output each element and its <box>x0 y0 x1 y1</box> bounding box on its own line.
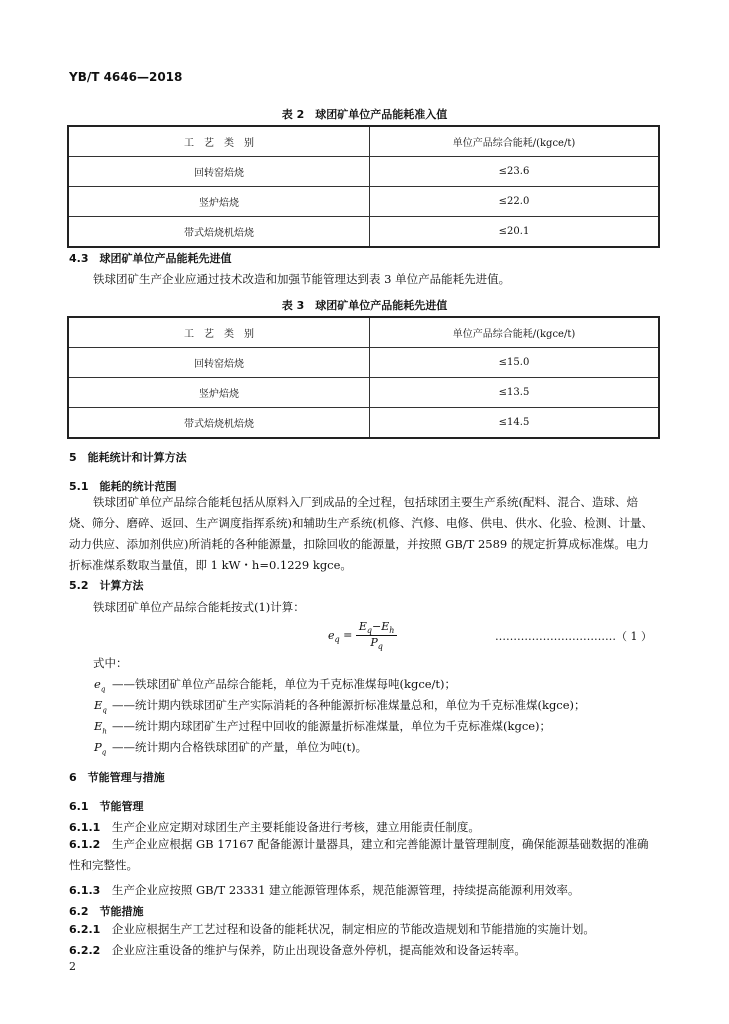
table-cell-value: ≤23.6 <box>370 157 660 187</box>
formula-equals: = <box>343 628 353 642</box>
section-5-1-heading: 5.1 能耗的统计范围 <box>69 480 177 493</box>
formula-number: ……………………………（ 1 ） <box>495 630 652 643</box>
clause-6-1-2: 6.1.2 生产企业应根据 GB 17167 配备能源计量器具，建立和完善能源计量管理制度，确保能源基础数据的准确性和完整性。 <box>69 837 649 872</box>
table3-caption: 表 3 球团矿单位产品能耗先进值 <box>281 299 448 312</box>
formula-where-label: 式中： <box>93 656 128 670</box>
section-6-heading: 6 节能管理与措施 <box>69 771 165 784</box>
table-cell-value: ≤15.0 <box>370 348 660 378</box>
table-cell-process: 回转窑焙烧 <box>68 157 370 187</box>
section-4-3-heading: 4.3 球团矿单位产品能耗先进值 <box>69 252 232 265</box>
clause-6-2-1: 6.2.1 企业应根据生产工艺过程和设备的能耗状况，制定相应的节能改造规划和节能措施的实施计划。 <box>69 922 595 936</box>
table3 <box>67 316 660 439</box>
formula-definition: $E_h$ ——统计期内球团矿生产过程中回收的能源量折标准煤量，单位为千克标准煤(kgce)； <box>94 719 552 736</box>
table-header-process: 工 艺 类 别 <box>68 317 370 348</box>
table-cell-process: 竖炉焙烧 <box>68 378 370 408</box>
section-5-2-heading: 5.2 计算方法 <box>69 579 144 592</box>
table-cell-process: 竖炉焙烧 <box>68 187 370 217</box>
table-cell-value: ≤20.1 <box>370 217 660 248</box>
clause-6-1-3: 6.1.3 生产企业应按照 GB/T 23331 建立能源管理体系，规范能源管理，持续提高能源利用效率。 <box>69 883 580 897</box>
formula-fraction <box>356 620 398 651</box>
section-5-2-text: 铁球团矿单位产品综合能耗按式(1)计算： <box>93 600 305 614</box>
table2 <box>67 125 660 248</box>
table-cell-value: ≤22.0 <box>370 187 660 217</box>
table-header-row <box>68 317 659 348</box>
table-row <box>68 157 659 187</box>
formula-definition: $P_q$ ——统计期内合格铁球团矿的产量，单位为吨(t)。 <box>94 740 368 757</box>
section-5-heading: 5 能耗统计和计算方法 <box>69 451 187 464</box>
table-header-row <box>68 126 659 157</box>
formula-lhs: $e_q$ <box>328 628 340 644</box>
table-header-energy: 单位产品综合能耗/(kgce/t) <box>370 317 660 348</box>
formula-definition: $E_q$ ——统计期内铁球团矿生产实际消耗的各种能源折标准煤量总和，单位为千克标准煤(kgce)； <box>94 698 586 715</box>
section-6-1-heading: 6.1 节能管理 <box>69 800 144 813</box>
clause-6-2-2: 6.2.2 企业应注重设备的维护与保养，防止出现设备意外停机，提高能效和设备运转率。 <box>69 943 526 957</box>
formula-definition: $e_q$ ——铁球团矿单位产品综合能耗，单位为千克标准煤每吨(kgce/t)； <box>94 677 457 694</box>
table-row <box>68 408 659 439</box>
page-number: 2 <box>69 960 76 973</box>
table-row <box>68 348 659 378</box>
table-row <box>68 187 659 217</box>
table-row <box>68 378 659 408</box>
table-cell-value: ≤14.5 <box>370 408 660 439</box>
table-cell-value: ≤13.5 <box>370 378 660 408</box>
formula <box>328 620 397 651</box>
formula-denominator: $P_q$ <box>370 636 383 652</box>
section-5-1-text: 铁球团矿单位产品综合能耗包括从原料入厂到成品的全过程，包括球团主要生产系统(配料、混合、造球、焙烧、筛分、磨碎、返回、生产调度指挥系统)和辅助生产系统(机修、汽修、电修、供电、供水、化验、检测、计量、动力供应、添加剂供应)所消耗的各种能源量，扣除回收的能源量，并按照 GB/T 2589 的规定折算成标准煤。电力折标准煤系数取当量值，即 1 kW・h=0.1229 kgce。 <box>69 495 653 572</box>
table-row <box>68 217 659 248</box>
table-header-energy: 单位产品综合能耗/(kgce/t) <box>370 126 660 157</box>
table-cell-process: 回转窑焙烧 <box>68 348 370 378</box>
formula-numerator: $E_q-E_h$ <box>356 620 398 636</box>
standard-number: YB/T 4646—2018 <box>69 70 183 84</box>
table-cell-process: 带式焙烧机焙烧 <box>68 408 370 439</box>
section-4-3-text: 铁球团矿生产企业应通过技术改造和加强节能管理达到表 3 单位产品能耗先进值。 <box>93 272 511 286</box>
table-cell-process: 带式焙烧机焙烧 <box>68 217 370 248</box>
section-6-2-heading: 6.2 节能措施 <box>69 905 144 918</box>
table2-caption: 表 2 球团矿单位产品能耗准入值 <box>281 108 448 121</box>
table-header-process: 工 艺 类 别 <box>68 126 370 157</box>
clause-6-1-1: 6.1.1 生产企业应定期对球团生产主要耗能设备进行考核，建立用能责任制度。 <box>69 820 480 834</box>
